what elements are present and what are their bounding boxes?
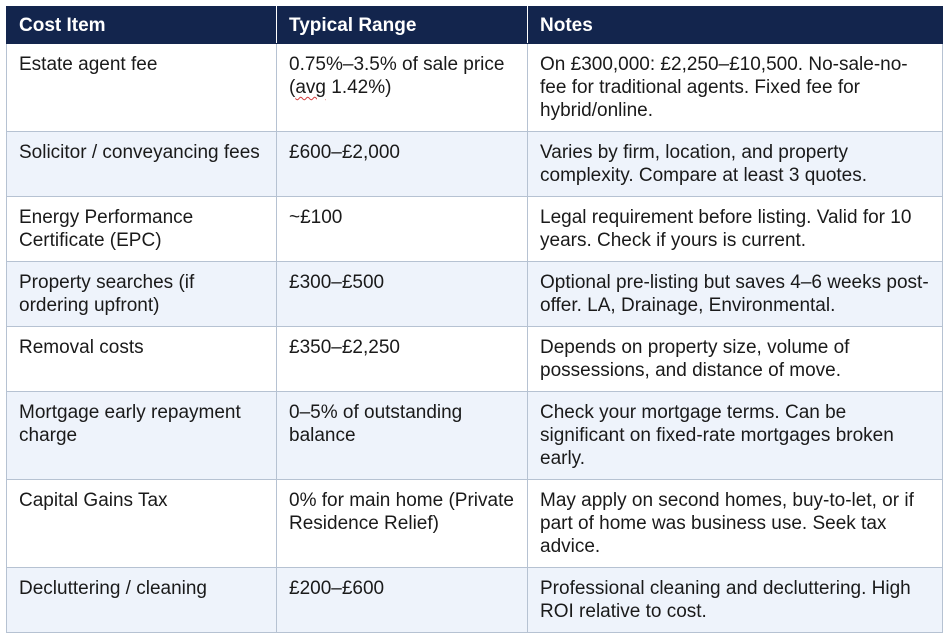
cell-cost-item: Capital Gains Tax bbox=[7, 480, 277, 568]
cost-table-container bbox=[6, 6, 942, 633]
cell-notes: Check your mortgage terms. Can be significant on fixed-rate mortgages broken early. bbox=[528, 392, 943, 480]
header-cost-item: Cost Item bbox=[7, 7, 277, 44]
spellcheck-flagged-word: avg bbox=[295, 77, 326, 98]
cell-notes: May apply on second homes, buy-to-let, or if part of home was business use. Seek tax advice. bbox=[528, 480, 943, 568]
cell-cost-item: Mortgage early repayment charge bbox=[7, 392, 277, 480]
range-text-start: 0.75%–3.5% of sale price ( bbox=[289, 54, 505, 98]
cell-notes: Optional pre-listing but saves 4–6 weeks post-offer. LA, Drainage, Environmental. bbox=[528, 262, 943, 327]
cell-typical-range: £350–£2,250 bbox=[277, 327, 528, 392]
header-notes: Notes bbox=[528, 7, 943, 44]
cell-typical-range: 0% for main home (Private Residence Relief) bbox=[277, 480, 528, 568]
table-row bbox=[7, 132, 943, 197]
table-row bbox=[7, 327, 943, 392]
table-header bbox=[7, 7, 943, 44]
table-row bbox=[7, 568, 943, 633]
cell-typical-range: £600–£2,000 bbox=[277, 132, 528, 197]
cell-notes: Depends on property size, volume of possessions, and distance of move. bbox=[528, 327, 943, 392]
cell-typical-range: ~£100 bbox=[277, 197, 528, 262]
cell-cost-item: Property searches (if ordering upfront) bbox=[7, 262, 277, 327]
range-text-end: 1.42%) bbox=[325, 77, 392, 98]
table-row bbox=[7, 197, 943, 262]
table-row bbox=[7, 480, 943, 568]
cell-cost-item: Solicitor / conveyancing fees bbox=[7, 132, 277, 197]
header-row bbox=[7, 7, 943, 44]
cell-cost-item: Energy Performance Certificate (EPC) bbox=[7, 197, 277, 262]
header-typical-range: Typical Range bbox=[277, 7, 528, 44]
cell-cost-item: Estate agent fee bbox=[7, 44, 277, 132]
table-row bbox=[7, 262, 943, 327]
table-body bbox=[7, 44, 943, 633]
cost-table bbox=[6, 6, 943, 633]
cell-typical-range: £200–£600 bbox=[277, 568, 528, 633]
cell-notes: On £300,000: £2,250–£10,500. No-sale-no-fee for traditional agents. Fixed fee for hybrid/online. bbox=[528, 44, 943, 132]
cell-cost-item: Removal costs bbox=[7, 327, 277, 392]
table-row bbox=[7, 392, 943, 480]
cell-cost-item: Decluttering / cleaning bbox=[7, 568, 277, 633]
table-row bbox=[7, 44, 943, 132]
cell-notes: Legal requirement before listing. Valid for 10 years. Check if yours is current. bbox=[528, 197, 943, 262]
cell-typical-range: £300–£500 bbox=[277, 262, 528, 327]
cell-notes: Professional cleaning and decluttering. High ROI relative to cost. bbox=[528, 568, 943, 633]
cell-notes: Varies by firm, location, and property complexity. Compare at least 3 quotes. bbox=[528, 132, 943, 197]
cell-typical-range: 0–5% of outstanding balance bbox=[277, 392, 528, 480]
cell-typical-range bbox=[277, 44, 528, 132]
